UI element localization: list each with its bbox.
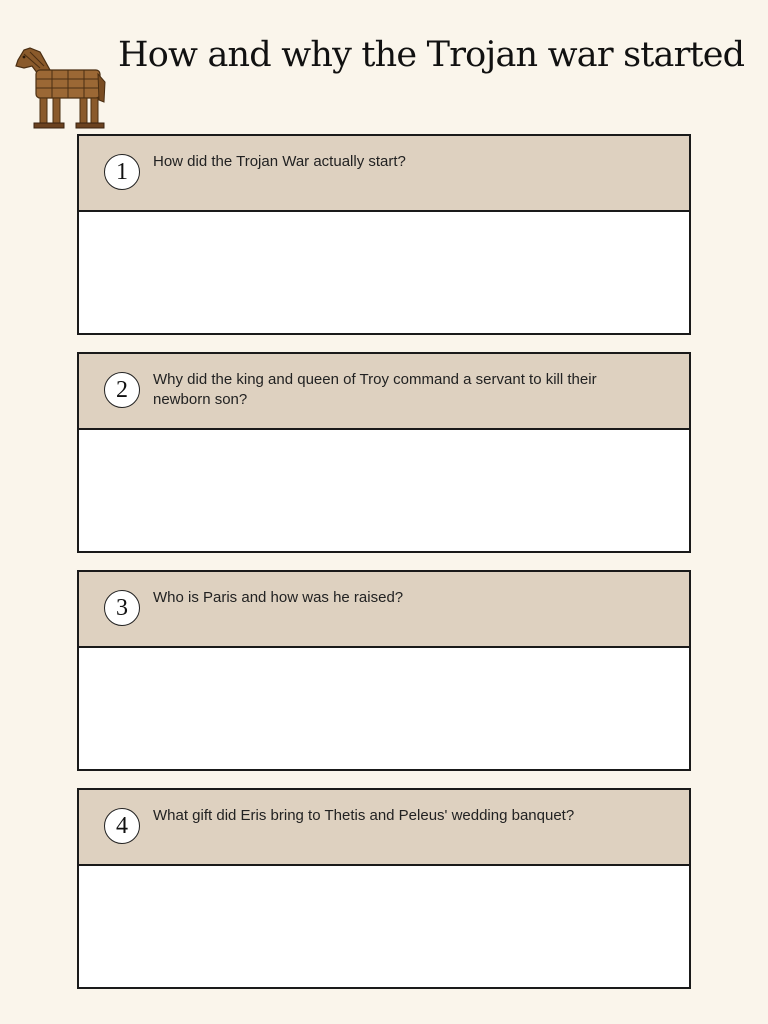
answer-field-3[interactable]: [79, 648, 689, 769]
question-number-badge: 4: [104, 808, 140, 844]
question-header: [79, 790, 689, 866]
question-text: What gift did Eris bring to Thetis and Peleus' wedding banquet?: [153, 807, 575, 824]
question-card-4: [77, 788, 691, 989]
question-card-2: [77, 352, 691, 553]
question-card-3: [77, 570, 691, 771]
answer-field-1[interactable]: [79, 212, 689, 333]
question-header: [79, 136, 689, 212]
trojan-horse-icon: [10, 44, 108, 132]
question-number-badge: 3: [104, 590, 140, 626]
question-header: [79, 354, 689, 430]
question-text: Who is Paris and how was he raised?: [153, 589, 404, 606]
answer-field-2[interactable]: [79, 430, 689, 551]
page-title: How and why the Trojan war started: [118, 35, 745, 75]
question-list: [77, 134, 691, 1006]
question-text: How did the Trojan War actually start?: [153, 153, 406, 170]
question-text: Why did the king and queen of Troy command a servant to kill their newborn son?: [153, 371, 597, 408]
question-number-badge: 1: [104, 154, 140, 190]
answer-field-4[interactable]: [79, 866, 689, 987]
question-card-1: [77, 134, 691, 335]
question-header: [79, 572, 689, 648]
question-number-badge: 2: [104, 372, 140, 408]
